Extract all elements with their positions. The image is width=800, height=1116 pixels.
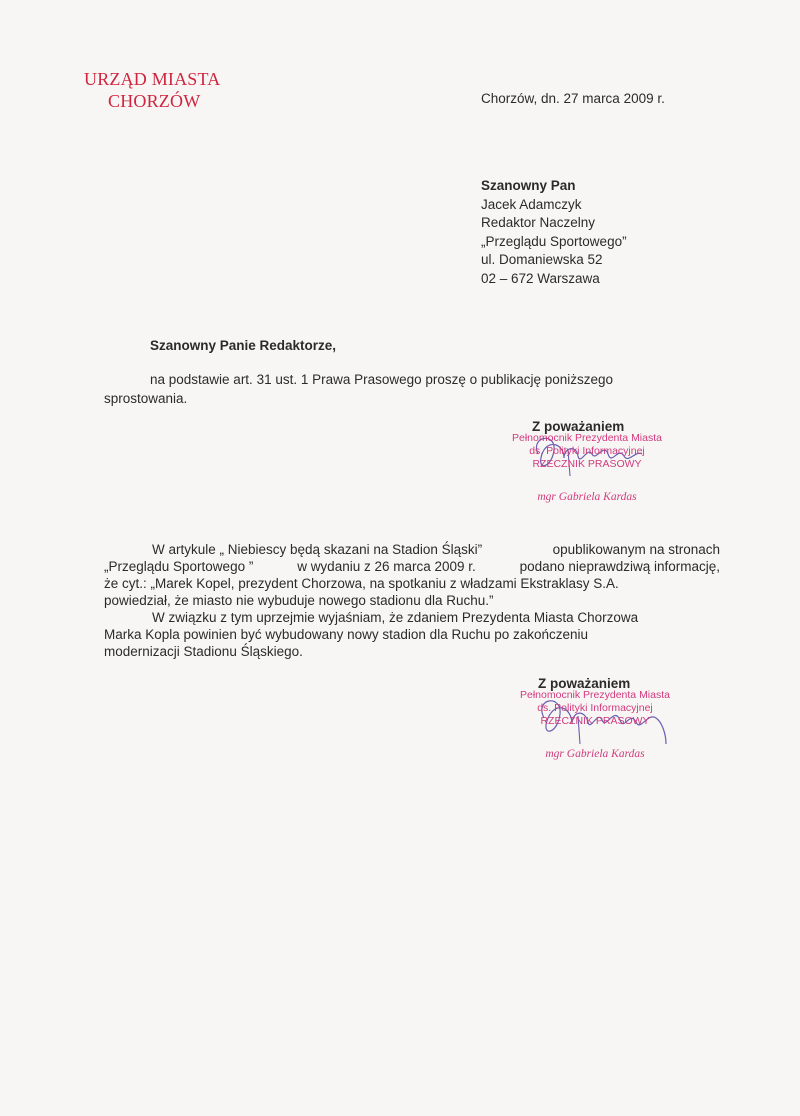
closing-label: Z poważaniem: [532, 419, 625, 434]
paragraph-line: sprostowania.: [104, 391, 188, 406]
recipient-line: „Przeglądu Sportowego”: [481, 233, 627, 249]
stamp-line: RZECZNIK PRASOWY: [532, 458, 642, 470]
stamp-signatory-name: mgr Gabriela Kardas: [537, 491, 637, 503]
body-line: Marka Kopla powinien być wybudowany nowy stadion dla Ruchu po zakończeniu: [104, 627, 589, 642]
body-text: podano nieprawdziwą informację,: [519, 559, 720, 574]
stamp-line: Pełnomocnik Prezydenta Miasta: [512, 432, 662, 444]
body-line: W związku z tym uprzejmie wyjaśniam, że zdaniem Prezydenta Miasta Chorzowa: [152, 610, 639, 625]
body-text: opublikowanym na stronach: [552, 542, 720, 557]
stamp-line: RZECZNIK PRASOWY: [540, 715, 650, 727]
correction-body: [104, 541, 720, 660]
letterhead-logo: [84, 68, 234, 112]
body-line: [104, 541, 720, 558]
stamp-line: ds. Polityki Informacyjnej: [529, 445, 645, 457]
letter-greeting: Szanowny Panie Redaktorze,: [150, 338, 337, 353]
recipient-line: Redaktor Naczelny: [481, 215, 596, 230]
body-text: W artykule „ Niebiescy będą skazani na Stadion Śląski”: [152, 542, 483, 557]
stamp-line: ds. Polityki Informacyjnej: [537, 702, 653, 714]
stamp-signatory-name: mgr Gabriela Kardas: [545, 748, 645, 760]
paragraph-line: na podstawie art. 31 ust. 1 Prawa Prasowego proszę o publikację poniższego: [150, 372, 614, 387]
body-line: powiedział, że miasto nie wybuduje nowego stadionu dla Ruchu.”: [104, 593, 494, 608]
letterhead-line2: CHORZÓW: [108, 91, 201, 111]
request-paragraph: [104, 370, 660, 408]
letter-date: Chorzów, dn. 27 marca 2009 r.: [481, 91, 665, 106]
letterhead-line1: URZĄD MIASTA: [84, 69, 221, 89]
recipient-salutation: Szanowny Pan: [481, 178, 576, 193]
recipient-line: ul. Domaniewska 52: [481, 252, 603, 267]
recipient-address: [481, 177, 627, 288]
body-line: modernizacji Stadionu Śląskiego.: [104, 644, 303, 659]
body-line: [104, 558, 720, 575]
official-stamp: [490, 432, 684, 504]
body-text: „Przeglądu Sportowego ”: [104, 559, 254, 574]
official-stamp: [498, 689, 692, 761]
recipient-line: 02 – 672 Warszawa: [481, 270, 600, 286]
stamp-line: Pełnomocnik Prezydenta Miasta: [520, 689, 670, 701]
closing-label: Z poważaniem: [538, 676, 631, 691]
body-line: że cyt.: „Marek Kopel, prezydent Chorzowa, na spotkaniu z władzami Ekstraklasy S.A.: [104, 576, 619, 591]
body-text: w wydaniu z 26 marca 2009 r.: [297, 559, 476, 574]
recipient-line: Jacek Adamczyk: [481, 196, 582, 212]
